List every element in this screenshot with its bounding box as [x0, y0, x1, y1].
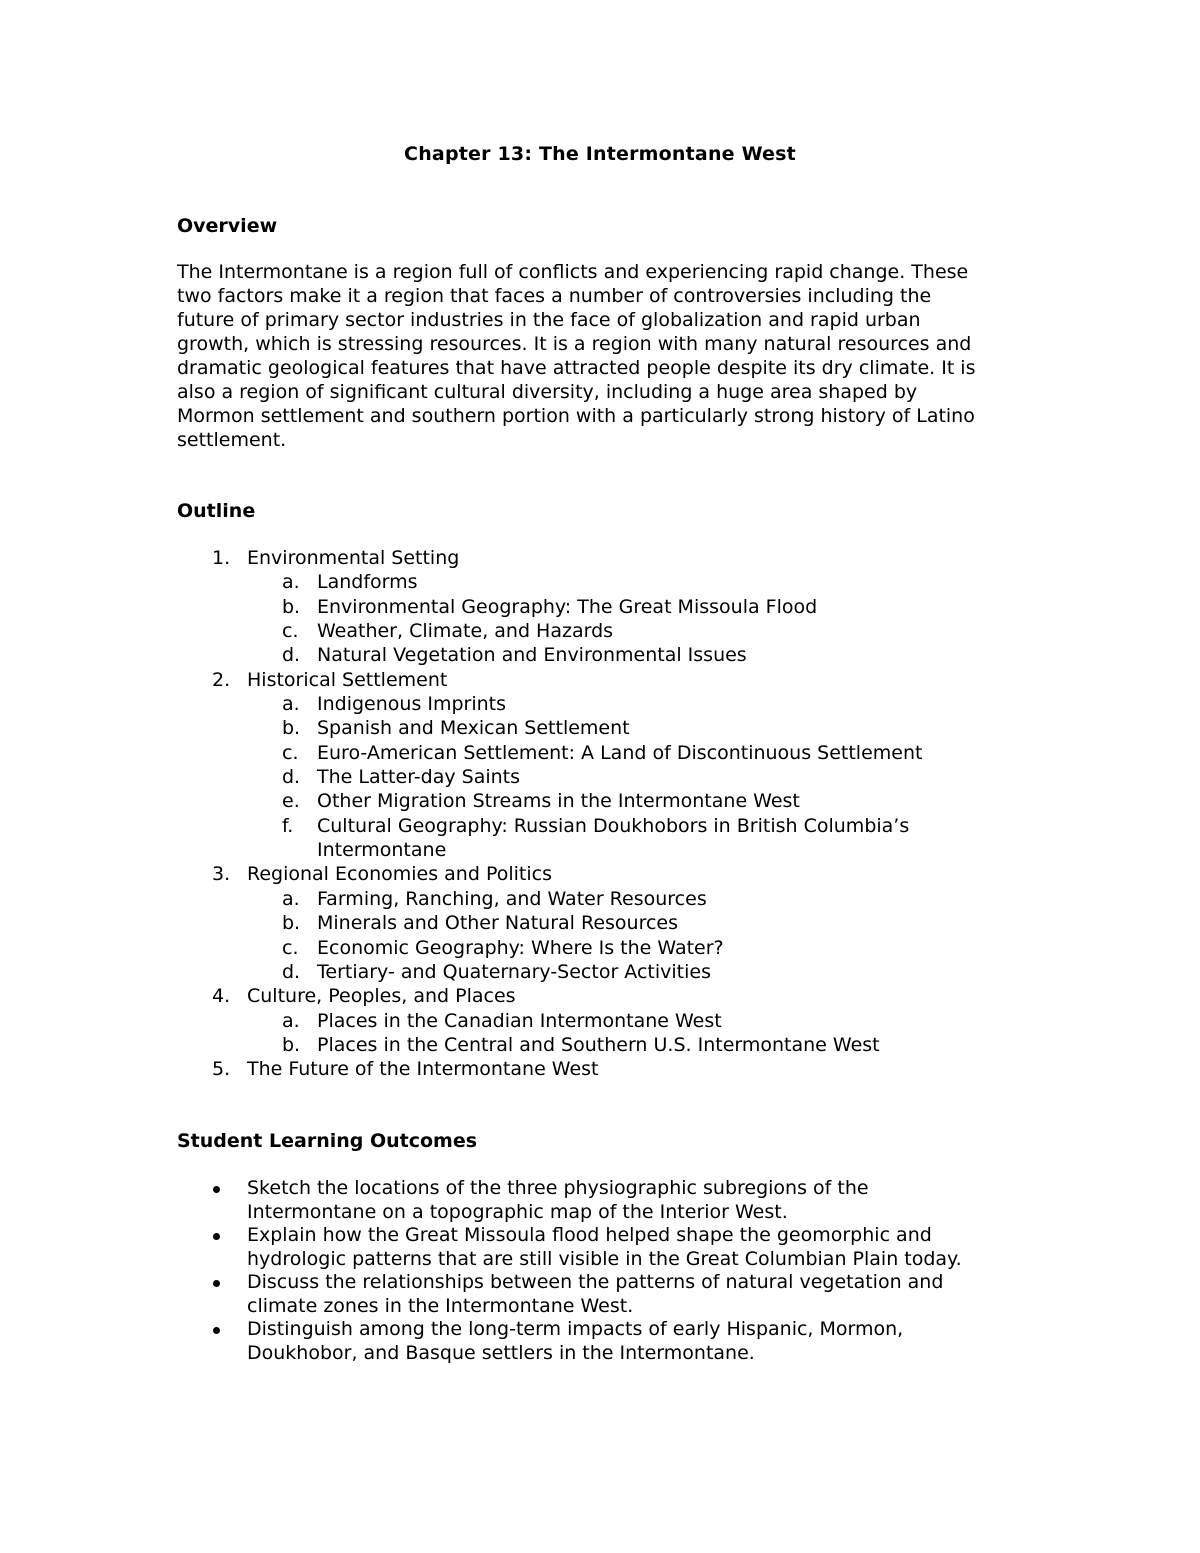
outcomes-list — [177, 1176, 1077, 1364]
outline-subitem — [177, 741, 1027, 765]
outline-subitem-label: The Latter-day Saints — [317, 766, 521, 789]
bullet-icon — [213, 1327, 220, 1334]
outline-subitem — [177, 643, 1027, 667]
outline-subitem-letter: b. — [282, 595, 301, 618]
outline-item-label: Historical Settlement — [247, 668, 448, 691]
outline-item-number: 5. — [212, 1058, 231, 1081]
outline-item-label: The Future of the Intermontane West — [247, 1058, 599, 1081]
outline-subitem-label: Other Migration Streams in the Intermontane West — [317, 790, 800, 813]
outline-subitem-letter: d. — [282, 766, 301, 789]
outcome-line: Doukhobor, and Basque settlers in the Intermontane. — [247, 1341, 755, 1364]
outline-subitem — [177, 595, 1027, 619]
outcome-line: Distinguish among the long-term impacts of early Hispanic, Mormon, — [247, 1318, 904, 1340]
outline-subitem-label: Places in the Canadian Intermontane West — [317, 1009, 722, 1032]
outline-item-label: Regional Economies and Politics — [247, 863, 552, 886]
outline-subitem — [177, 1009, 1027, 1033]
outline-subitem — [177, 887, 1027, 911]
outline-subitem-letter: c. — [282, 936, 299, 959]
outline-subitem-label: Weather, Climate, and Hazards — [317, 620, 614, 643]
overview-line: dramatic geological features that have attracted people despite its dry climate. It is — [177, 357, 976, 379]
outline-subitem-letter: c. — [282, 741, 299, 764]
outline-subitem — [177, 960, 1027, 984]
outline-list — [177, 546, 1027, 1082]
outline-subitem-label: Spanish and Mexican Settlement — [317, 717, 630, 740]
outline-subitem-label: Landforms — [317, 571, 418, 594]
outline-item-number: 3. — [212, 863, 231, 886]
outline-heading: Outline — [177, 500, 256, 522]
outline-subitem-label: Places in the Central and Southern U.S. Intermontane West — [317, 1033, 880, 1056]
outcome-text — [247, 1270, 1077, 1317]
outline-subitem-letter: a. — [282, 693, 300, 716]
outline-item — [177, 1057, 1027, 1081]
outline-subitem-letter: a. — [282, 887, 300, 910]
outline-subitem — [177, 692, 1027, 716]
outcome-line: Intermontane on a topographic map of the Interior West. — [247, 1200, 788, 1223]
outline-subitem — [177, 619, 1027, 643]
bullet-icon — [213, 1186, 220, 1193]
outline-subitem-label: Farming, Ranching, and Water Resources — [317, 887, 707, 910]
outcomes-heading: Student Learning Outcomes — [177, 1130, 478, 1152]
outline-subitem — [177, 936, 1027, 960]
outline-item — [177, 984, 1027, 1008]
outline-subitem-letter: d. — [282, 644, 301, 667]
outline-subitem-letter: f. — [282, 814, 294, 837]
outline-subitem-label: Euro-American Settlement: A Land of Discontinuous Settlement — [317, 741, 923, 764]
outline-subitem — [177, 911, 1027, 935]
overview-heading: Overview — [177, 215, 278, 237]
overview-line: settlement. — [177, 429, 287, 451]
overview-line: The Intermontane is a region full of conflicts and experiencing rapid change. These — [177, 261, 969, 283]
outline-item — [177, 668, 1027, 692]
bullet-icon — [213, 1233, 220, 1240]
outline-subitem-label: Natural Vegetation and Environmental Issues — [317, 644, 747, 667]
bullet-icon — [213, 1280, 220, 1287]
outline-item-label: Environmental Setting — [247, 547, 460, 569]
outcome-line: hydrologic patterns that are still visible in the Great Columbian Plain today. — [247, 1247, 962, 1270]
outline-subitem-label: Environmental Geography: The Great Missoula Flood — [317, 595, 818, 618]
outline-subitem — [177, 765, 1027, 789]
overview-paragraph — [177, 260, 1027, 452]
outline-subitem-label: Tertiary- and Quaternary-Sector Activities — [317, 960, 711, 983]
outcome-item — [177, 1176, 1077, 1223]
outline-subitem-letter: d. — [282, 960, 301, 983]
outline-subitem — [177, 570, 1027, 594]
outline-subitem — [177, 716, 1027, 740]
outline-subitem-label: Cultural Geography: Russian Doukhobors in British Columbia’s — [317, 814, 910, 837]
outline-item-number: 1. — [212, 547, 231, 569]
outline-subitem-letter: c. — [282, 620, 299, 643]
outline-subitem-letter: b. — [282, 717, 301, 740]
outline-subitem-label: Indigenous Imprints — [317, 693, 507, 716]
outcome-text — [247, 1317, 1077, 1364]
outline-subitem-letter: b. — [282, 1033, 301, 1056]
overview-line: Mormon settlement and southern portion with a particularly strong history of Latino — [177, 405, 975, 427]
overview-line: future of primary sector industries in the face of globalization and rapid urban — [177, 309, 921, 331]
outline-subitem-letter: a. — [282, 1009, 300, 1032]
outcome-item — [177, 1270, 1077, 1317]
overview-line: growth, which is stressing resources. It is a region with many natural resources and — [177, 333, 972, 355]
outcome-line: climate zones in the Intermontane West. — [247, 1294, 634, 1317]
outline-subitem — [177, 1033, 1027, 1057]
outline-subitem-letter: b. — [282, 912, 301, 935]
outline-subitem-continuation — [177, 838, 1027, 862]
outline-subitem-label-cont: Intermontane — [317, 839, 447, 862]
outcome-item — [177, 1317, 1077, 1364]
outline-subitem — [177, 789, 1027, 813]
outline-item — [177, 546, 1027, 570]
outcome-text — [247, 1176, 1077, 1223]
outcome-item — [177, 1223, 1077, 1270]
outline-item-label: Culture, Peoples, and Places — [247, 985, 516, 1008]
outline-item — [177, 862, 1027, 886]
outline-item-number: 4. — [212, 985, 231, 1008]
outline-subitem-letter: e. — [282, 790, 300, 813]
outcome-text — [247, 1223, 1077, 1270]
outline-item-number: 2. — [212, 668, 231, 691]
outline-subitem-label: Minerals and Other Natural Resources — [317, 912, 678, 935]
overview-line: two factors make it a region that faces a number of controversies including the — [177, 285, 932, 307]
outcome-line: Explain how the Great Missoula flood helped shape the geomorphic and — [247, 1224, 932, 1246]
outline-subitem — [177, 814, 1027, 838]
outline-subitem-letter: a. — [282, 571, 300, 594]
page-title: Chapter 13: The Intermontane West — [404, 143, 796, 165]
overview-line: also a region of significant cultural diversity, including a huge area shaped by — [177, 381, 918, 403]
outcome-line: Sketch the locations of the three physiographic subregions of the — [247, 1177, 869, 1199]
outcome-line: Discuss the relationships between the patterns of natural vegetation and — [247, 1271, 944, 1293]
outline-subitem-label: Economic Geography: Where Is the Water? — [317, 936, 724, 959]
